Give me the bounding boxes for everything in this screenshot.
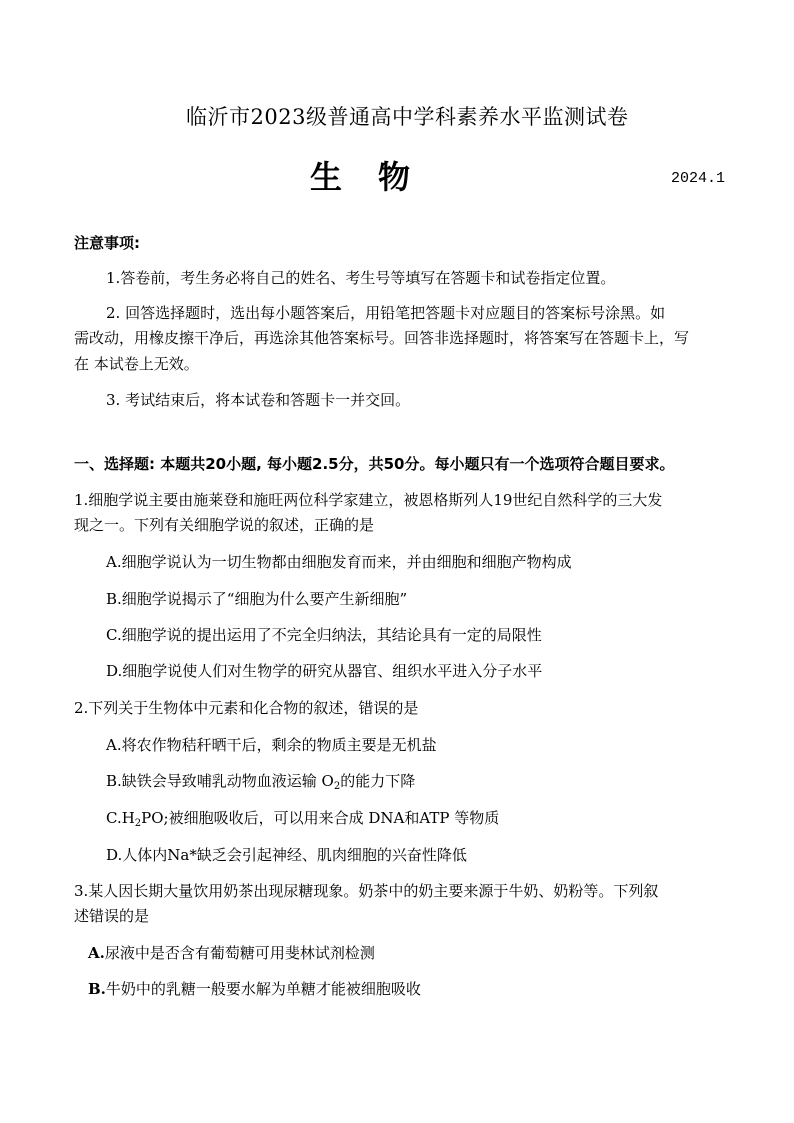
notice-item-2-line-3: 在 本试卷上无效。 [74, 355, 199, 373]
q2-option-c-pre: C.H [106, 809, 135, 827]
q2-option-a: A.将农作物秸秆晒干后，剩余的物质主要是无机盐 [106, 736, 437, 754]
exam-title: 临沂市2023级普通高中学科素养水平监测试卷 [186, 105, 629, 129]
q3-option-b [88, 978, 421, 999]
exam-date: 2024.1 [671, 170, 726, 187]
q2-option-b-post: 的能力下降 [340, 772, 416, 790]
notice-heading: 注意事项: [74, 234, 140, 252]
q3-stem-line-1: 3.某人因长期大量饮用奶茶出现尿糖现象。奶茶中的奶主要来源于牛奶、奶粉等。下列叙 [74, 882, 659, 900]
q3-option-a-text: 尿液中是否含有葡萄糖可用斐林试剂检测 [104, 944, 375, 962]
q2-stem: 2.下列关于生物体中元素和化合物的叙述，错误的是 [74, 699, 419, 717]
q3-option-a-letter: A. [88, 944, 105, 962]
q3-option-b-letter: B. [88, 980, 106, 998]
q2-option-c-sub: 2 [134, 818, 142, 829]
notice-item-2-line-1: 2. 回答选择题时，选出每小题答案后，用铅笔把答题卡对应题目的答案标号涂黑。如 [106, 304, 666, 322]
q2-option-d: D.人体内Na*缺乏会引起神经、肌肉细胞的兴奋性降低 [106, 846, 467, 864]
q2-option-b-pre: B.缺铁会导致哺乳动物血液运输 O [106, 772, 334, 790]
notice-item-2-line-2: 需改动，用橡皮擦干净后，再选涂其他答案标号。回答非选择题时，将答案写在答题卡上，写 [74, 329, 690, 347]
q2-option-c-post: PO;被细胞吸收后，可以用来合成 DNA和ATP 等物质 [141, 809, 500, 827]
notice-item-1: 1.答卷前，考生务必将自己的姓名、考生号等填写在答题卡和试卷指定位置。 [106, 269, 616, 287]
q1-option-b: B.细胞学说揭示了“细胞为什么要产生新细胞” [106, 590, 408, 608]
q2-option-c [106, 807, 499, 829]
q1-option-a: A.细胞学说认为一切生物都由细胞发育而来，并由细胞和细胞产物构成 [106, 553, 572, 571]
q1-option-c: C.细胞学说的提出运用了不完全归纳法，其结论具有一定的局限性 [106, 626, 542, 644]
section-heading: 一、选择题: 本题共20小题, 每小题2.5分，共50分。每小题只有一个选项符合题目要求。 [74, 455, 675, 473]
q1-stem-line-2: 现之一。下列有关细胞学说的叙述，正确的是 [74, 516, 375, 534]
notice-item-3: 3. 考试结束后，将本试卷和答题卡一并交回。 [106, 391, 411, 409]
subject-title [310, 152, 410, 198]
q2-option-b-sub: 2 [333, 781, 341, 792]
subject-char-1: 生 [310, 158, 343, 196]
subject-char-2: 物 [378, 158, 411, 196]
q2-option-b [106, 770, 415, 792]
q3-stem-line-2: 述错误的是 [74, 907, 150, 925]
q3-option-b-text: 牛奶中的乳糖一般要水解为单糖才能被细胞吸收 [105, 980, 421, 998]
q3-option-a [88, 942, 375, 963]
q1-stem-line-1: 1.细胞学说主要由施莱登和施旺两位科学家建立，被恩格斯列人19世纪自然科学的三大发 [74, 491, 663, 509]
q1-option-d: D.细胞学说使人们对生物学的研究从器官、组织水平进入分子水平 [106, 662, 543, 680]
